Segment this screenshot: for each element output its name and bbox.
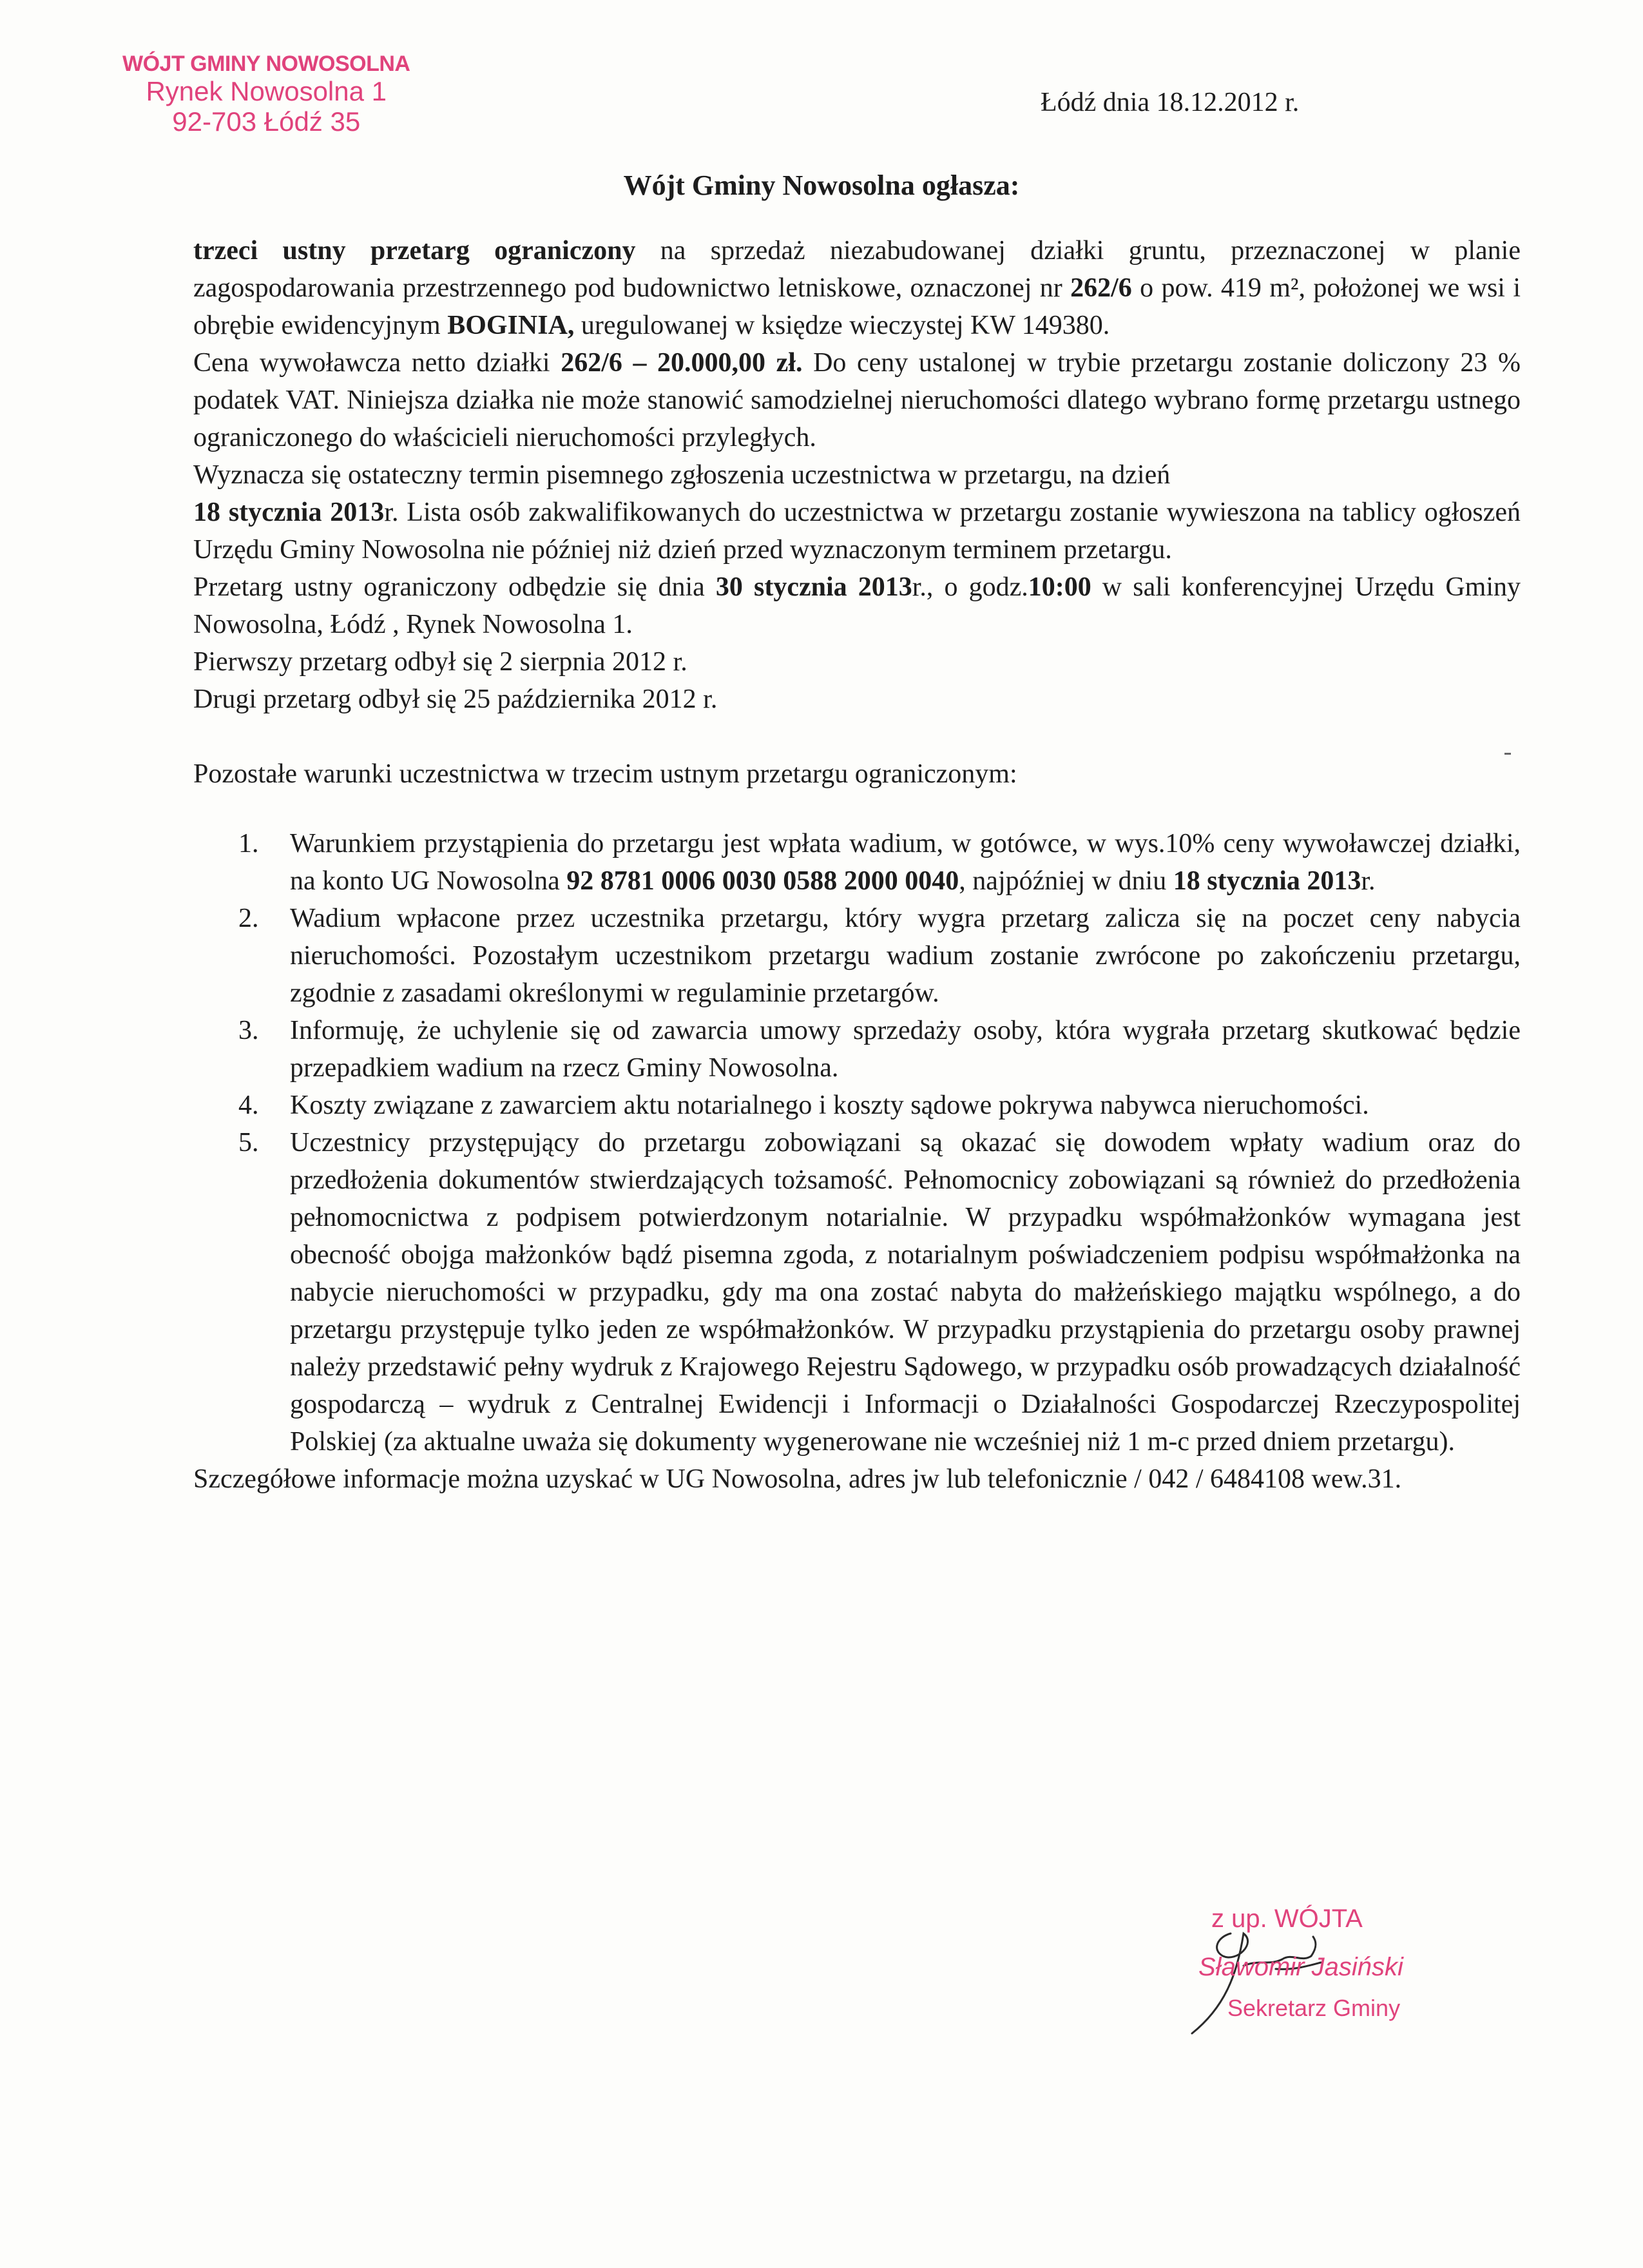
auction-time: 10:00 <box>1028 572 1091 602</box>
list-item: 1. Warunkiem przystąpienia do przetargu jest wpłata wadium, w gotówce, w wys.10% ceny wywoławczej działki, na konto UG Nowosolna 92 8781 0006 0030 0588 2000 0040, najpóźniej w dniu 18 stycznia 2013r. <box>238 829 1521 896</box>
stamp-line-address: Rynek Nowosolna 1 <box>146 76 387 107</box>
starting-price: 262/6 – 20.000,00 zł. <box>561 348 803 378</box>
deadline-date: 18 stycznia 2013 <box>193 498 385 527</box>
stamp-line-postcode: 92-703 Łódź 35 <box>172 106 361 137</box>
price-paragraph: Cena wywoławcza netto działki 262/6 – 20.000,00 zł. Do ceny ustalonej w trybie przetargu zostanie doliczony 23 % podatek VAT. Niniejsza działka nie może stanowić samodzielnej nieruchomości dlatego wybrano formę przetargu ustnego ograniczonego do właścicieli nieruchomości przyległych. <box>193 348 1521 452</box>
signature-authorization: z up. WÓJTA <box>1211 1905 1363 1933</box>
list-item: 2. Wadium wpłacone przez uczestnika przetargu, który wygra przetarg zalicza się na poczet ceny nabycia nieruchomości. Pozostałym uczestnikom przetargu wadium zostanie zwrócone po zakończeniu przetargu, zgodnie z zasadami określonymi w regulaminie przetargów. <box>238 904 1521 1008</box>
conditions-list <box>193 825 1521 1460</box>
second-auction-note: Drugi przetarg odbył się 25 października 2012 r. <box>193 684 718 714</box>
stamp-line-office: WÓJT GMINY NOWOSOLNA <box>122 52 410 76</box>
first-auction-note: Pierwszy przetarg odbył się 2 sierpnia 2012 r. <box>193 647 687 677</box>
document-date: Łódź dnia 18.12.2012 r. <box>1041 88 1300 117</box>
deadline-paragraph: Wyznacza się ostateczny termin pisemnego zgłoszenia uczestnictwa w przetargu, na dzień 18 stycznia 2013r. Lista osób zakwalifikowanych do uczestnictwa w przetargu zostanie wywieszona na tablicy ogłoszeń Urzędu Gminy Nowosolna nie później niż dzień przed wyznaczonym terminem przetargu. <box>193 460 1521 565</box>
contact-info: Szczegółowe informacje można uzyskać w UG Nowosolna, adres jw lub telefonicznie / 042 / 6484108 wew.31. <box>193 1464 1402 1494</box>
document-body <box>193 232 1521 1498</box>
conditions-intro: Pozostałe warunki uczestnictwa w trzecim ustnym przetargu ograniczonym: <box>193 759 1017 789</box>
auction-date: 30 stycznia 2013 <box>715 572 912 602</box>
intro-paragraph: trzeci ustny przetarg ograniczony na sprzedaż niezabudowanej działki gruntu, przeznaczonej w planie zagospodarowania przestrzennego pod budownictwo letniskowe, oznaczonej nr 262/6 o pow. 419 m², położonej we wsi i obrębie ewidencyjnym BOGINIA, uregulowanej w księdze wieczystej KW 149380. <box>193 236 1521 340</box>
signatory-name: Sławomir Jasiński <box>1198 1953 1403 1981</box>
list-item: 4. Koszty związane z zawarciem aktu notarialnego i koszty sądowe pokrywa nabywca nieruchomości. <box>238 1090 1369 1120</box>
document-heading: Wójt Gminy Nowosolna ogłasza: <box>623 170 1020 201</box>
auction-type: trzeci ustny przetarg ograniczony <box>193 236 636 266</box>
auction-paragraph: Przetarg ustny ograniczony odbędzie się dnia 30 stycznia 2013r., o godz.10:00 w sali konferencyjnej Urzędu Gminy Nowosolna, Łódź , Rynek Nowosolna 1. <box>193 572 1521 639</box>
bank-account-number: 92 8781 0006 0030 0588 2000 0040 <box>566 866 959 896</box>
village-name: BOGINIA, <box>447 311 575 340</box>
scan-speck <box>1504 753 1511 755</box>
deposit-deadline: 18 stycznia 2013 <box>1173 866 1361 896</box>
list-item: 5. Uczestnicy przystępujący do przetargu zobowiązani są okazać się dowodem wpłaty wadium oraz do przedłożenia dokumentów stwierdzających tożsamość. Pełnomocnicy zobowiązani są również do przedłożenia pełnomocnictwa z podpisem potwierdzonym notarialnie. W przypadku współmałżonków wymagana jest obecność obojga małżonków bądź pisemna zgoda, z notarialnym poświadczeniem podpisu współmałżonka na nabycie nieruchomości w przypadku, gdy ma ona zostać nabyta do małżeńskiego majątku wspólnego, a do przetargu przystępuje tylko jeden ze współmałżonków. W przypadku przystąpienia do przetargu osoby prawnej należy przedstawić pełny wydruk z Krajowego Rejestru Sądowego, w przypadku osób prowadzących działalność gospodarczą – wydruk z Centralnej Ewidencji i Informacji o Działalności Gospodarczej Rzeczypospolitej Polskiej (za aktualne uważa się dokumenty wygenerowane nie wcześniej niż 1 m-c przed dniem przetargu). <box>238 1128 1521 1457</box>
office-stamp <box>122 52 410 137</box>
signatory-role: Sekretarz Gminy <box>1227 1995 1401 2021</box>
plot-number: 262/6 <box>1070 273 1132 303</box>
list-item: 3. Informuję, że uchylenie się od zawarcia umowy sprzedaży osoby, która wygrała przetarg skutkować będzie przepadkiem wadium na rzecz Gminy Nowosolna. <box>238 1016 1521 1083</box>
